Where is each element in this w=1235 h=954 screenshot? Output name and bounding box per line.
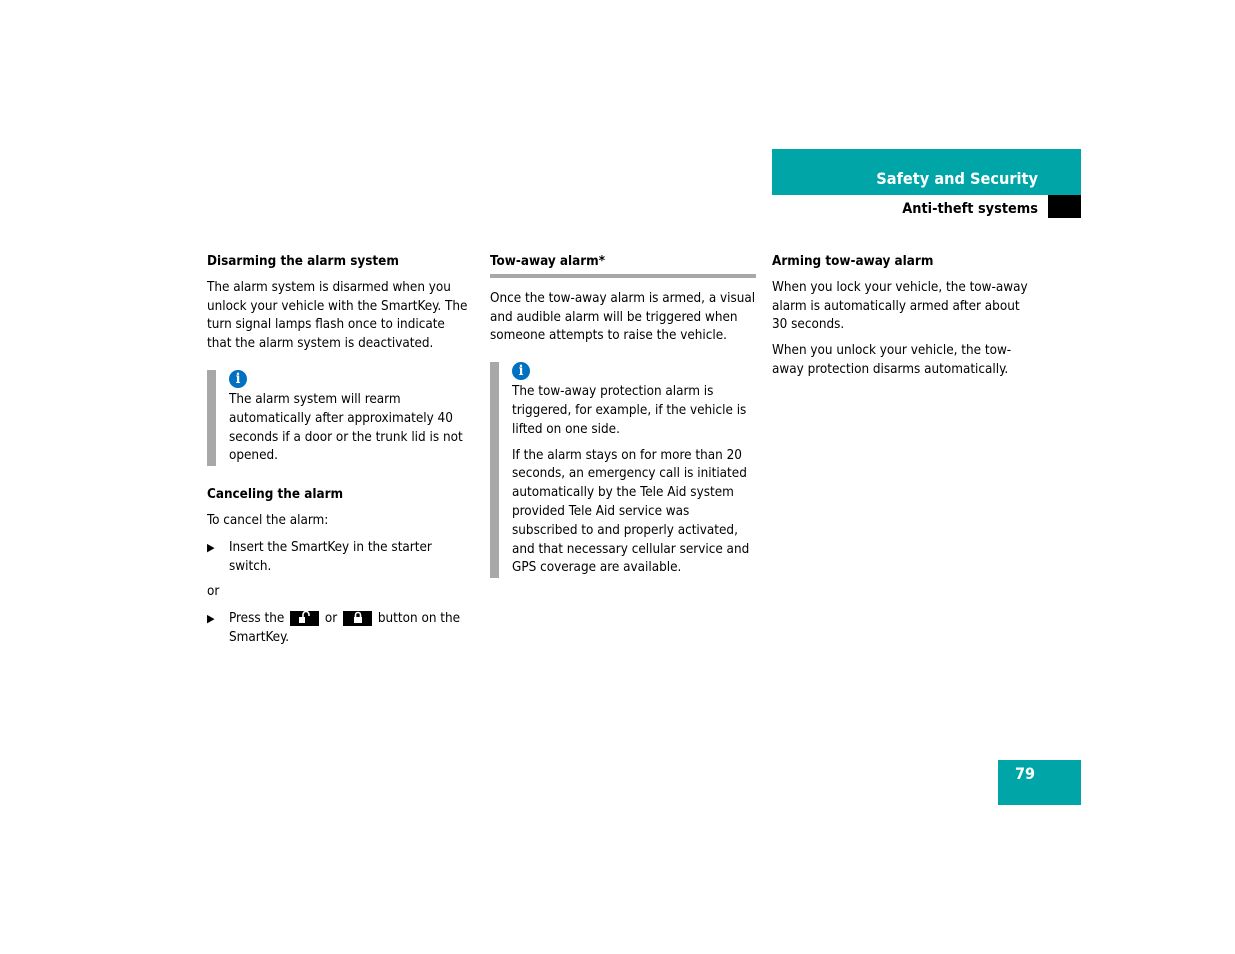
note-text-1: The tow-away protection alarm is triggered, for example, if the vehicle is lifted on one side. bbox=[512, 384, 747, 437]
note-text: The alarm system will rearm automatically after approximately 40 seconds if a door or the trunk lid is not opened. bbox=[229, 391, 463, 464]
subsection-title: Anti-theft systems bbox=[902, 201, 1038, 217]
note-text-2: If the alarm stays on for more than 20 seconds, an emergency call is initiated automatically by the Tele Aid system provided Tele Aid service was subscribed to and properly activated, and that necessary cellular service and GPS coverage are available. bbox=[512, 447, 750, 576]
column-tow-away bbox=[490, 253, 756, 578]
tow-away-intro: Once the tow-away alarm is armed, a visual and audible alarm will be triggered when someone attempts to raise the vehicle. bbox=[490, 290, 756, 344]
lock-key-icon bbox=[343, 611, 372, 626]
step-text-before: Press the bbox=[229, 611, 285, 627]
info-note-tow-away bbox=[490, 362, 756, 578]
step-text-after: button on the SmartKey. bbox=[229, 611, 461, 645]
info-note-rearm bbox=[207, 370, 473, 466]
subsection-marker bbox=[1048, 195, 1081, 218]
page-number-box bbox=[998, 760, 1081, 805]
arrow-right-icon: ▶ bbox=[207, 612, 215, 626]
unlock-key-icon bbox=[290, 611, 319, 626]
step-text: Insert the SmartKey in the starter switch. bbox=[229, 539, 432, 574]
arrow-right-icon: ▶ bbox=[207, 540, 215, 554]
column-disarming bbox=[207, 253, 473, 648]
info-icon: i bbox=[229, 370, 247, 388]
cancel-heading: Canceling the alarm bbox=[207, 487, 344, 503]
or-text: or bbox=[207, 584, 220, 600]
info-icon: i bbox=[512, 362, 530, 380]
step-press-button bbox=[207, 610, 473, 648]
arming-text-2: When you unlock your vehicle, the tow-away protection disarms automatically. bbox=[772, 343, 1012, 377]
disarm-text: The alarm system is disarmed when you unlock your vehicle with the SmartKey. The turn signal lamps flash once to indicate that the alarm system is deactivated. bbox=[207, 279, 468, 352]
step-text-or: or bbox=[324, 611, 338, 627]
arming-text-1: When you lock your vehicle, the tow-away alarm is automatically armed after about 30 seconds. bbox=[772, 279, 1028, 333]
disarm-heading: Disarming the alarm system bbox=[207, 254, 399, 269]
cancel-intro: To cancel the alarm: bbox=[207, 512, 329, 528]
tow-away-heading: Tow-away alarm* bbox=[490, 253, 756, 278]
page-number: 79 bbox=[1015, 764, 1036, 783]
section-title: Safety and Security bbox=[876, 169, 1038, 188]
section-header-bar bbox=[772, 149, 1081, 195]
step-insert-key bbox=[207, 539, 473, 577]
column-arming bbox=[772, 253, 1038, 380]
arming-heading: Arming tow-away alarm bbox=[772, 254, 934, 269]
